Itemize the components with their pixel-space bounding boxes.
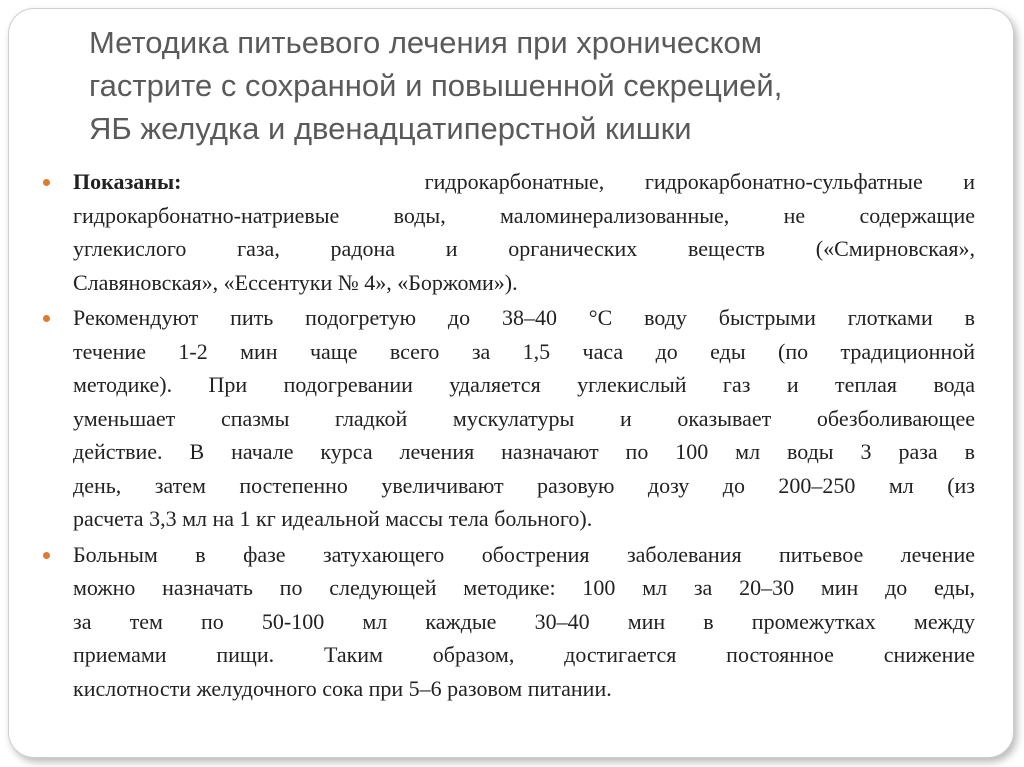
bullet-dot-icon xyxy=(43,552,50,559)
bullet-item-recommendation xyxy=(43,301,975,536)
text-line: уменьшает спазмы гладкой мускулатуры и оказывает обезболивающее xyxy=(73,405,975,431)
text-line: углекислого газа, радона и органических веществ («Смирновская», xyxy=(73,236,975,261)
bullet-item-method xyxy=(43,538,975,706)
text-line: течение 1-2 мин чаще всего за 1,5 часа до еды (по традиционной xyxy=(73,338,975,364)
title-line: Методика питьевого лечения при хроническом xyxy=(89,25,763,60)
text-line: Больным в фазе затухающего обострения заболевания питьевое лечение xyxy=(73,541,975,567)
bullet-item-indications xyxy=(43,165,975,299)
bullet-dot-icon xyxy=(43,315,50,322)
indications-label: Показаны: xyxy=(73,169,182,194)
text-line: можно назначать по следующей методике: 100 мл за 20–30 мин до еды, xyxy=(73,575,975,600)
text-line: гидрокарбонатно-натриевые воды, маломинерализованные, не содержащие xyxy=(73,202,975,228)
text-line: кислотности желудочного сока при 5–6 разовом питании. xyxy=(73,675,612,701)
text-line: Рекомендуют пить подогретую до 38–40 °С воду быстрыми глотками в xyxy=(73,305,975,330)
text-line: Славяновская», «Ессентуки № 4», «Боржоми»). xyxy=(73,269,518,295)
text-line: методике). При подогревании удаляется углекислый газ и теплая вода xyxy=(73,372,975,397)
text-line: действие. В начале курса лечения назначают по 100 мл воды 3 раза в xyxy=(73,439,975,464)
text-line: приемами пищи. Таким образом, достигается постоянное снижение xyxy=(73,642,975,667)
text-line: Показаны: гидрокарбонатные, гидрокарбонатно-сульфатные и xyxy=(73,169,975,194)
title-line: гастрите с сохранной и повышенной секрецией, xyxy=(89,68,783,103)
text-line: за тем по 50-100 мл каждые 30–40 мин в промежутках между xyxy=(73,608,975,634)
text-line: расчета 3,3 мл на 1 кг идеальной массы тела больного). xyxy=(73,506,593,531)
bullet-dot-icon xyxy=(43,179,50,186)
title-line: ЯБ желудка и двенадцатиперстной кишки xyxy=(89,111,692,146)
bullet-list xyxy=(43,165,975,707)
slide-frame xyxy=(8,8,1014,758)
text-line: день, затем постепенно увеличивают разовую дозу до 200–250 мл (из xyxy=(73,472,975,498)
slide-title xyxy=(89,21,989,150)
